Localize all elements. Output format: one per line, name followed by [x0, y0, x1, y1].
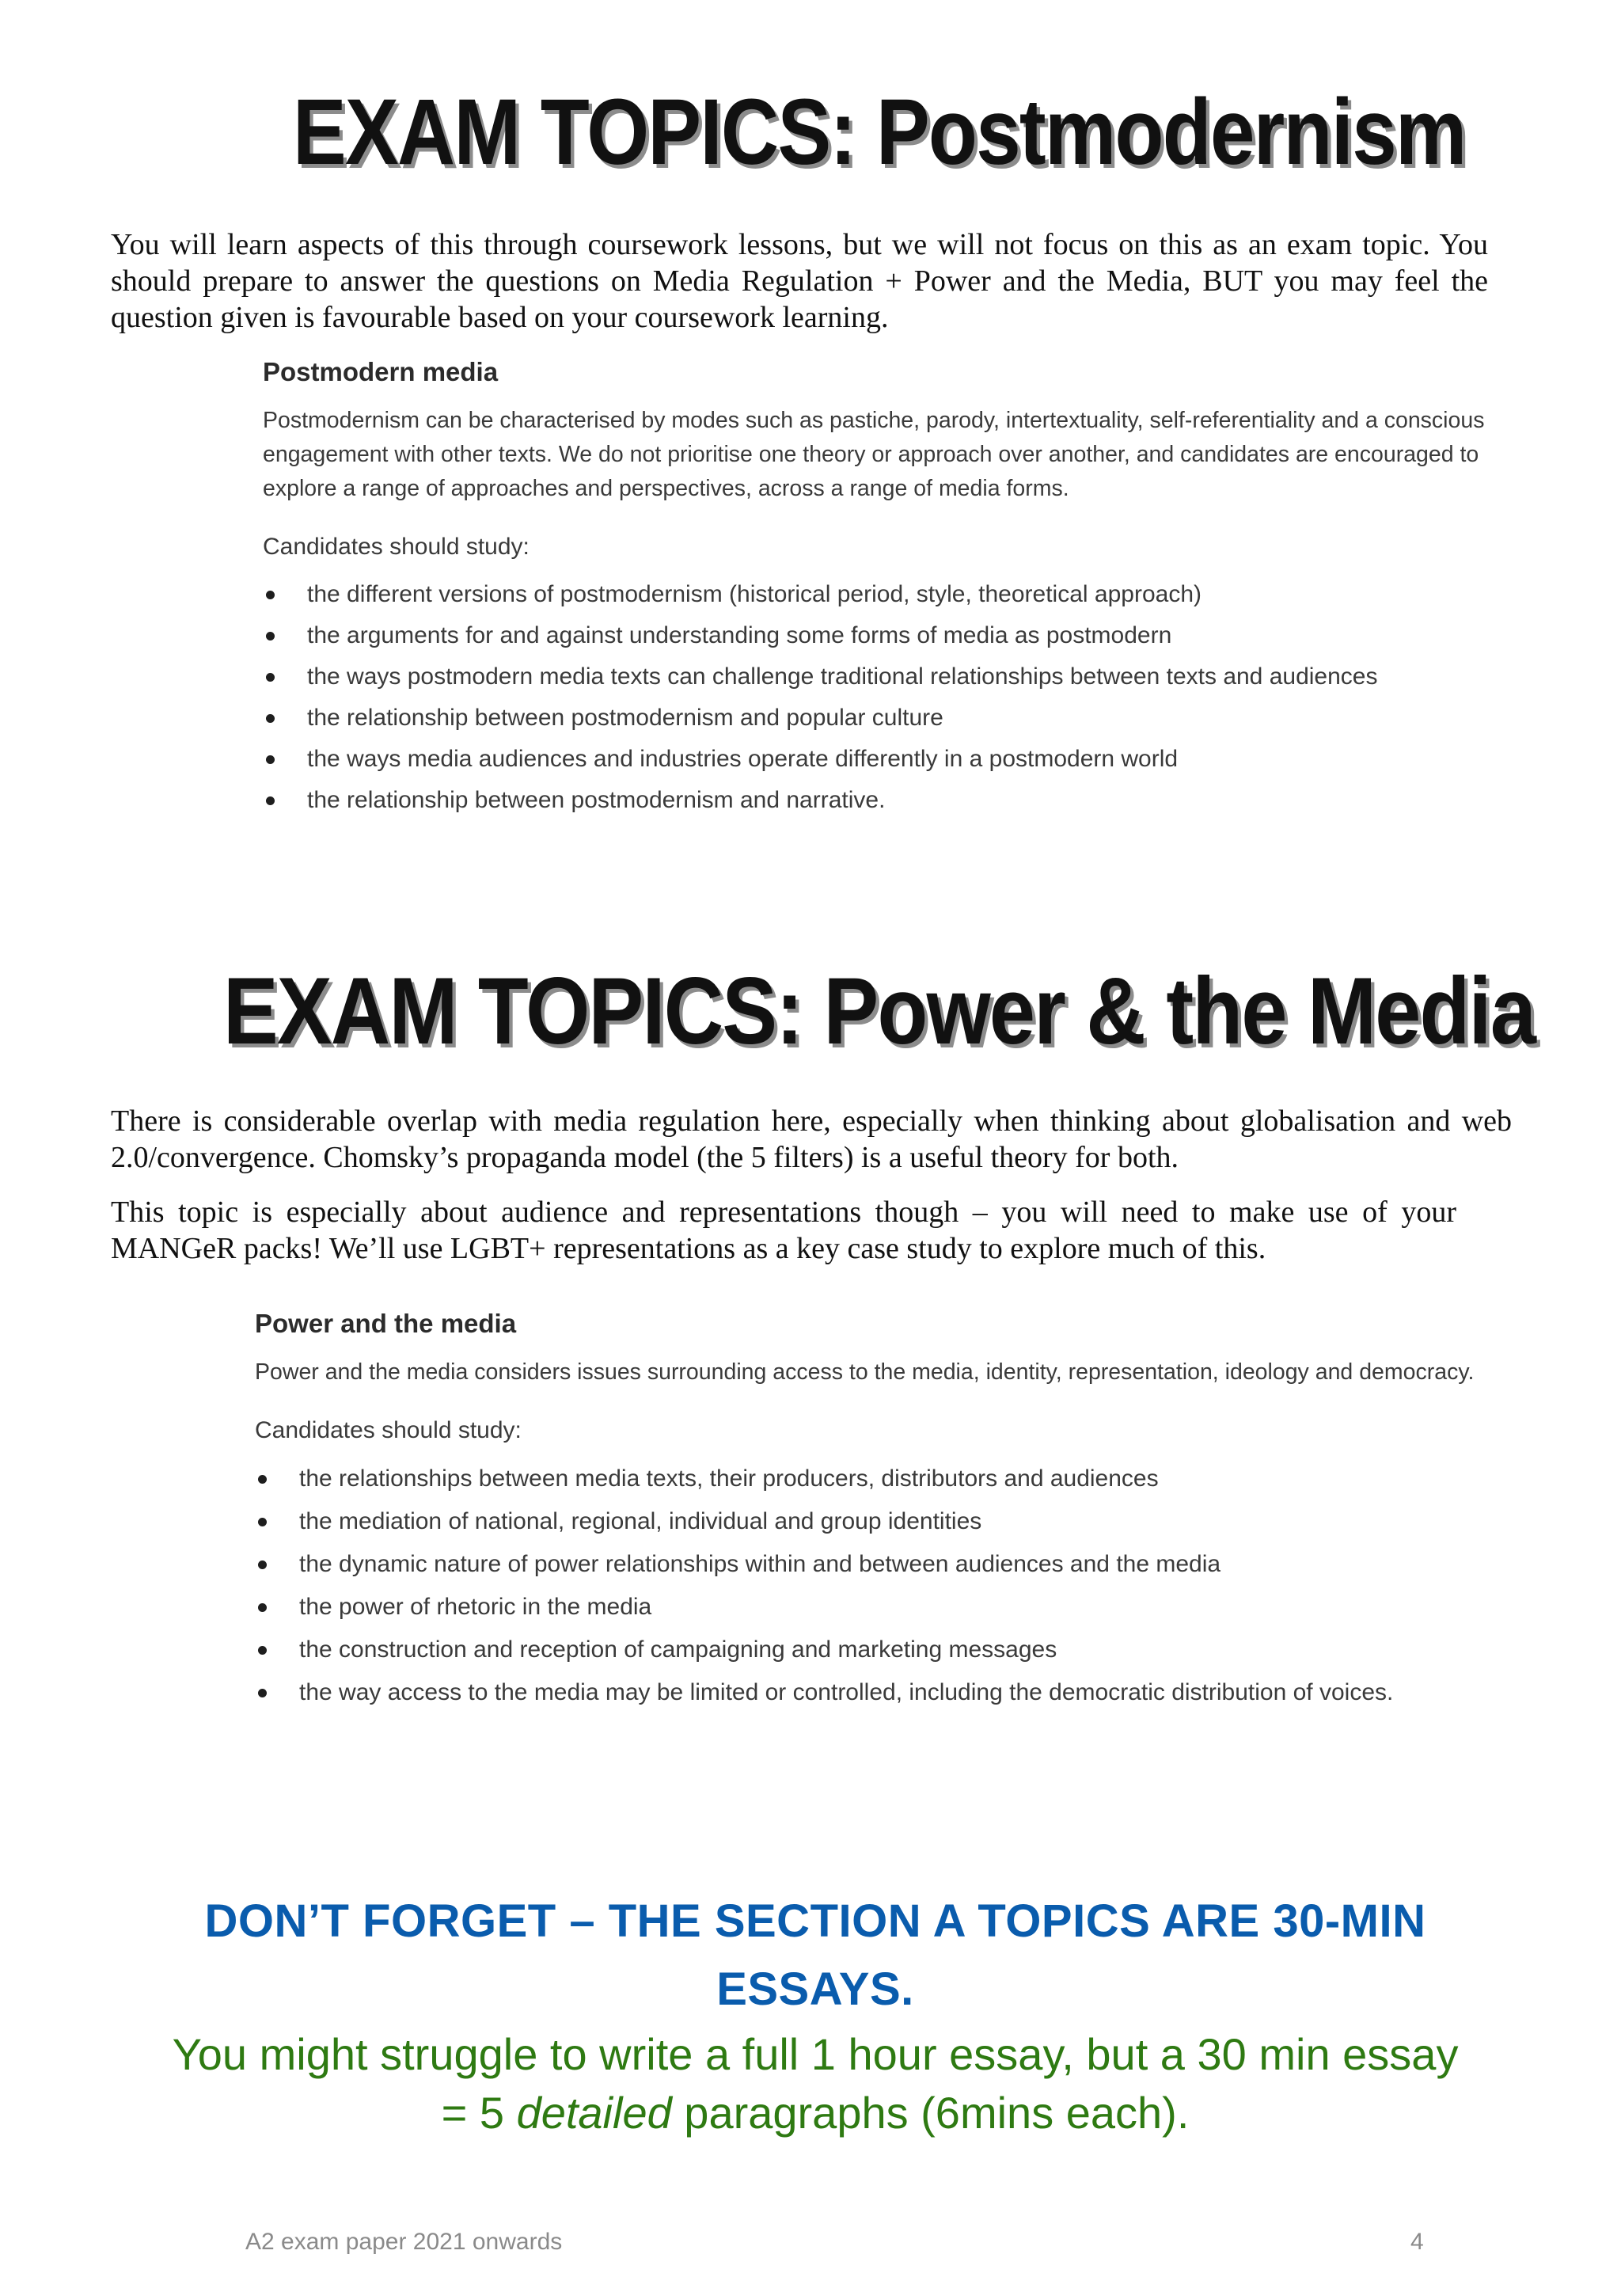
list-item-text: the arguments for and against understanding some forms of media as postmodern [307, 622, 1172, 648]
spec-box-description: Power and the media considers issues surrounding access to the media, identity, representation, ideology and democracy. [255, 1359, 1475, 1385]
bullet-icon [258, 1475, 267, 1484]
reminder-advice-line-1: You might struggle to write a full 1 hour essay, but a 30 min essay [172, 2029, 1459, 2079]
list-item [255, 1671, 1537, 1714]
spec-bullet-list [255, 1458, 1537, 1714]
list-item [255, 1500, 1537, 1543]
reminder-advice [63, 2025, 1567, 2142]
heading-power-and-media: EXAM TOPICS: Power & the Media [223, 958, 1536, 1064]
list-item-text: the ways media audiences and industries operate differently in a postmodern world [307, 746, 1179, 772]
intro-power-paragraph-2: This topic is especially about audience and representations though – you will need to make use of your MANGeR packs! We’ll use LGBT+ representations as a key case study to explore much of this. [111, 1196, 1456, 1265]
spec-box-postmodern-media [263, 355, 1529, 821]
intro-power-paragraph-1: There is considerable overlap with media regulation here, especially when thinking about globalisation and web 2.0/convergence. Chomsky’s propaganda model (the 5 filters) is a useful theory for both. [111, 1104, 1512, 1174]
bullet-icon [266, 632, 275, 641]
list-item-text: the mediation of national, regional, individual and group identities [299, 1508, 982, 1534]
list-item [263, 615, 1529, 656]
list-item [255, 1586, 1537, 1629]
bullet-icon [258, 1518, 267, 1526]
spec-bullet-list [263, 574, 1529, 821]
list-item-text: the power of rhetoric in the media [299, 1594, 652, 1620]
page-number: 4 [1410, 2229, 1424, 2255]
bullet-icon [258, 1646, 267, 1655]
bullet-icon [258, 1603, 267, 1612]
reminder-line-1: DON’T FORGET – THE SECTION A TOPICS ARE 30-MIN [204, 1895, 1426, 1947]
list-item-text: the way access to the media may be limited or controlled, including the democratic distribution of voices. [299, 1679, 1394, 1705]
list-item [263, 698, 1529, 739]
list-item-text: the dynamic nature of power relationships within and between audiences and the media [299, 1551, 1221, 1577]
list-item [255, 1629, 1537, 1671]
bullet-icon [266, 714, 275, 723]
heading-postmodernism: EXAM TOPICS: Postmodernism [293, 80, 1466, 184]
reminder-line-2: ESSAYS. [716, 1963, 914, 2015]
list-item-text: the different versions of postmodernism (historical period, style, theoretical approach) [307, 581, 1202, 607]
reminder-advice-emphasis: detailed [516, 2088, 672, 2138]
spec-box-title: Postmodern media [263, 357, 499, 386]
list-item [263, 780, 1529, 821]
list-item-text: the ways postmodern media texts can challenge traditional relationships between texts and audiences [307, 663, 1378, 690]
reminder-heading [95, 1887, 1536, 2024]
spec-box-title: Power and the media [255, 1309, 517, 1338]
reminder-advice-line-2 [63, 2084, 1567, 2142]
footer-label: A2 exam paper 2021 onwards [245, 2229, 563, 2255]
reminder-advice-suffix: paragraphs (6mins each). [671, 2088, 1190, 2138]
bullet-icon [266, 591, 275, 599]
list-item [263, 656, 1529, 698]
list-item-text: the construction and reception of campaigning and marketing messages [299, 1636, 1057, 1663]
spec-box-study-label: Candidates should study: [263, 534, 530, 560]
bullet-icon [258, 1689, 267, 1697]
bullet-icon [266, 673, 275, 682]
spec-box-study-label: Candidates should study: [255, 1417, 522, 1443]
list-item-text: the relationship between postmodernism and popular culture [307, 705, 943, 731]
list-item [255, 1543, 1537, 1586]
spec-box-description: Postmodernism can be characterised by modes such as pastiche, parody, intertextuality, self-referentiality and a conscious engagement with other texts. We do not prioritise one theory or approach over another, and candidates are encouraged to explore a range of approaches and perspectives, across a range of media forms. [263, 408, 1485, 501]
list-item [263, 574, 1529, 615]
bullet-icon [258, 1560, 267, 1569]
list-item [263, 739, 1529, 780]
bullet-icon [266, 755, 275, 764]
list-item-text: the relationship between postmodernism and narrative. [307, 787, 886, 813]
intro-postmodernism: You will learn aspects of this through coursework lessons, but we will not focus on this as an exam topic. You should prepare to answer the questions on Media Regulation + Power and the Media, BUT you may feel the question given is favourable based on your coursework learning. [111, 228, 1488, 334]
list-item [255, 1458, 1537, 1500]
list-item-text: the relationships between media texts, their producers, distributors and audiences [299, 1465, 1159, 1492]
reminder-advice-prefix: = 5 [441, 2088, 517, 2138]
spec-box-power-and-media [255, 1306, 1537, 1714]
bullet-icon [266, 796, 275, 805]
